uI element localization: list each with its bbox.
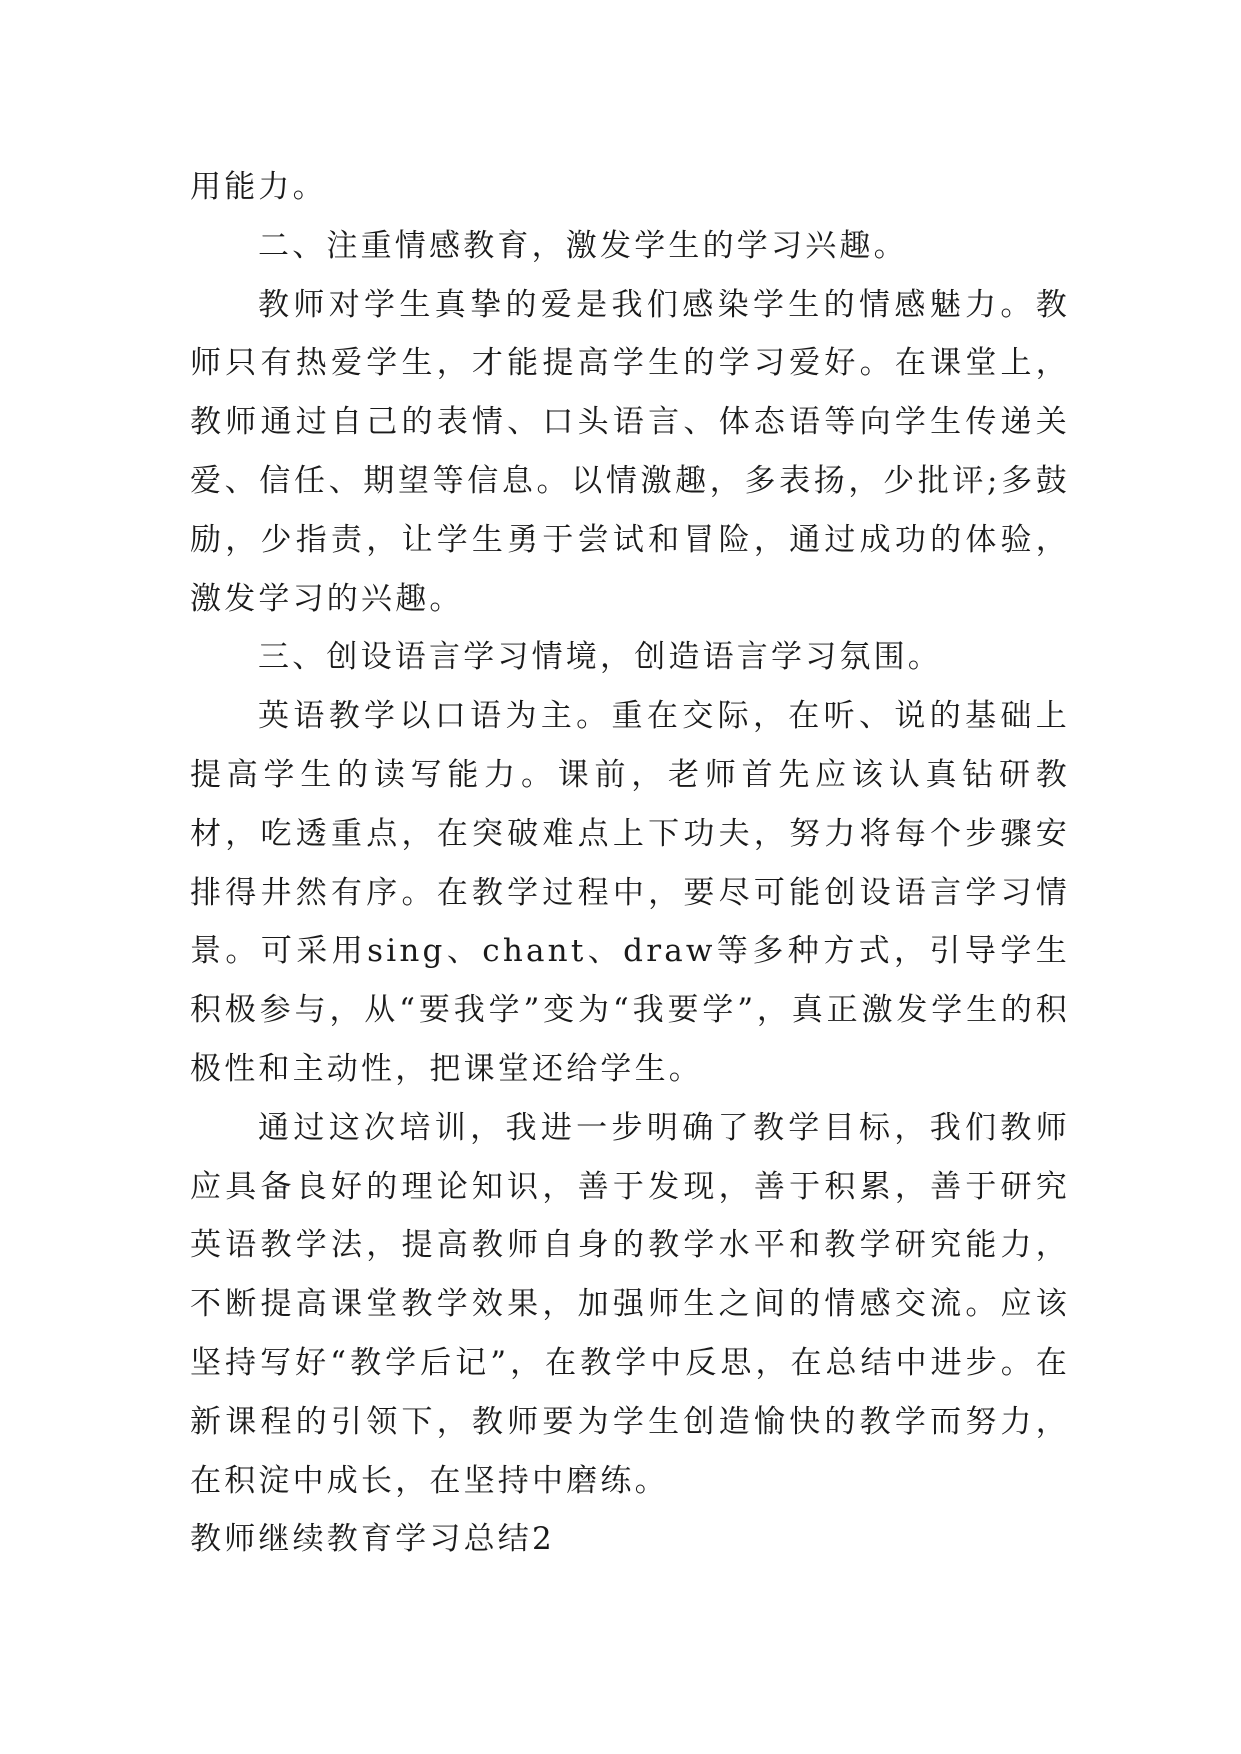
paragraph-conclusion: 通过这次培训，我进一步明确了教学目标，我们教师应具备良好的理论知识，善于发现，善于积累，善于研究英语教学法，提高教师自身的教学水平和教学研究能力，不断提高课堂教学效果，加强师生之间的情感交流。应该坚持写好“教学后记”，在教学中反思，在总结中进步。在新课程的引领下，教师要为学生创造愉快的教学而努力，在积淀中成长，在坚持中磨练。 [190, 1109, 1070, 1499]
paragraph-language-context: 英语教学以口语为主。重在交际，在听、说的基础上提高学生的读写能力。课前，老师首先应该认真钻研教材，吃透重点，在突破难点上下功夫，努力将每个步骤安排得井然有序。在教学过程中，要尽可能创设语言学习情景。可采用sing、chant、draw等多种方式，引导学生积极参与，从“要我学”变为“我要学”，真正激发学生的积极性和主动性，把课堂还给学生。 [190, 698, 1070, 1087]
paragraph-emotional-education: 教师对学生真挚的爱是我们感染学生的情感魅力。教师只有热爱学生，才能提高学生的学习爱好。在课堂上，教师通过自己的表情、口头语言、体态语等向学生传递关爱、信任、期望等信息。以情激趣，多表扬，少批评;多鼓励，少指责，让学生勇于尝试和冒险，通过成功的体验，激发学习的兴趣。 [190, 286, 1070, 617]
document-body [190, 158, 1070, 1569]
paragraph-continuation: 用能力。 [190, 169, 327, 205]
section-heading-3: 三、创设语言学习情境，创造语言学习氛围。 [258, 639, 942, 676]
next-article-title: 教师继续教育学习总结2 [190, 1521, 555, 1558]
section-heading-2: 二、注重情感教育，激发学生的学习兴趣。 [258, 227, 908, 264]
